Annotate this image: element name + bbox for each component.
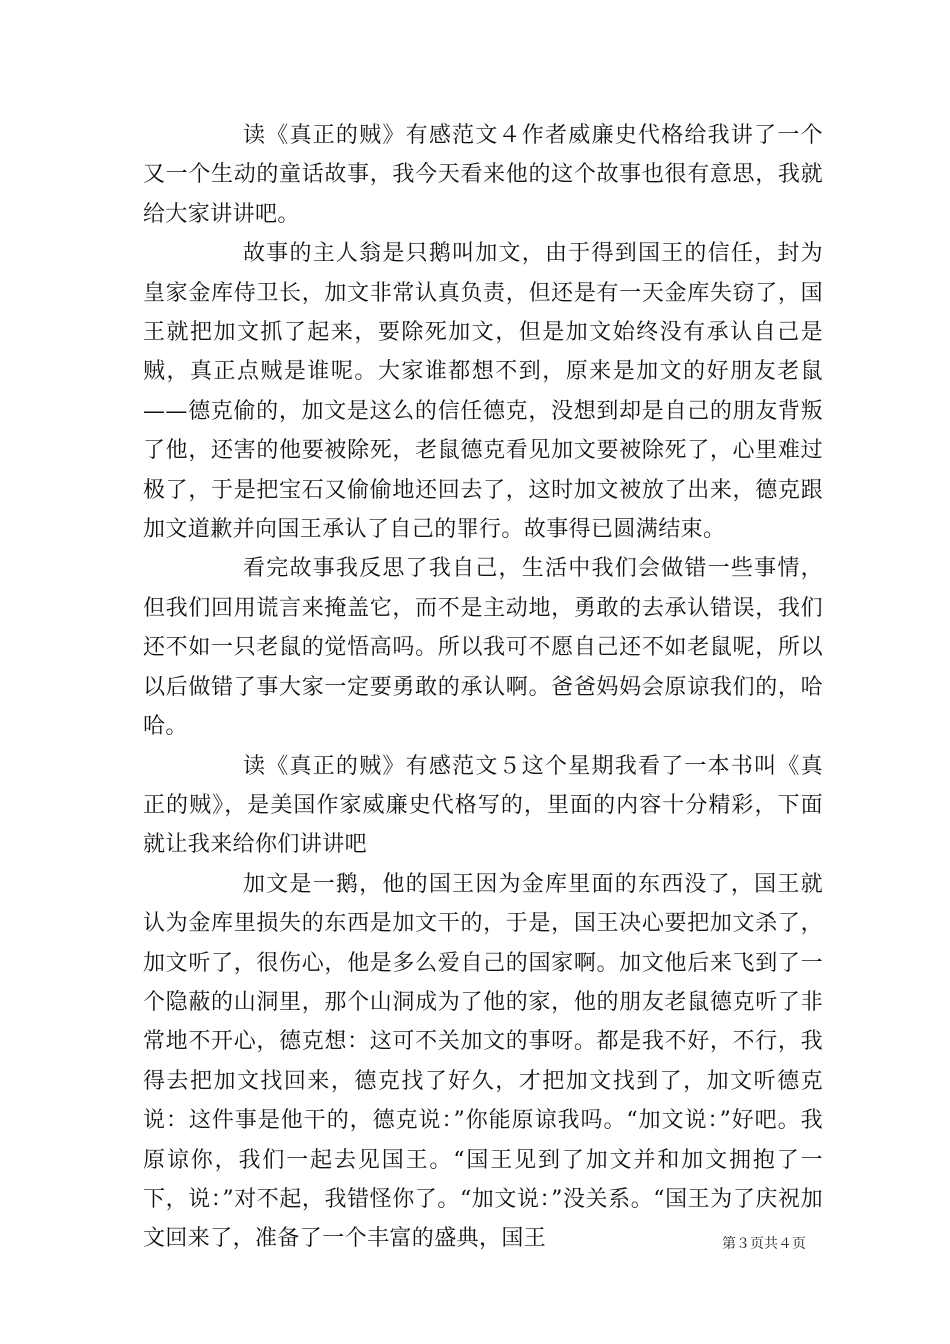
paragraph: 故事的主人翁是只鹅叫加文，由于得到国王的信任，封为皇家金库侍卫长，加文非常认真负责，但还是有一天金库失窃了，国王就把加文抓了起来，要除死加文，但是加文始终没有承认自己是贼，真正点贼是谁呢。大家谁都想不到，原来是加文的好朋友老鼠——德克偷的，加文是这么的信任德克，没想到却是自己的朋友背叛了他，还害的他要被除死，老鼠德克看见加文要被除死了，心里难过极了，于是把宝石又偷偷地还回去了，这时加文被放了出来，德克跟加文道歉并向国王承认了自己的罪行。故事得已圆满结束。 — [143, 241, 823, 543]
paragraph: 看完故事我反思了我自己，生活中我们会做错一些事情，但我们回用谎言来掩盖它，而不是主动地，勇敢的去承认错误，我们还不如一只老鼠的觉悟高吗。所以我可不愿自己还不如老鼠呢，所以以后做错了事大家一定要勇敢的承认啊。爸爸妈妈会原谅我们的，哈哈。 — [143, 556, 823, 740]
paragraph: 加文是一鹅，他的国王因为金库里面的东西没了，国王就认为金库里损失的东西是加文干的，于是，国王决心要把加文杀了，加文听了，很伤心，他是多么爱自己的国家啊。加文他后来飞到了一个隐蔽的山洞里，那个山洞成为了他的家，他的朋友老鼠德克听了非常地不开心，德克想：这可不关加文的事呀。都是我不好，不行，我得去把加文找回来，德克找了好久，才把加文找到了，加文听德克说：这件事是他干的，德克说：”你能原谅我吗。“加文说：”好吧。我原谅你，我们一起去见国王。“国王见到了加文并和加文拥抱了一下，说：”对不起，我错怪你了。“加文说：”没关系。“国王为了庆祝加文回来了，准备了一个丰富的盛典，国王 — [143, 871, 823, 1252]
document-body — [143, 116, 823, 1259]
paragraph: 读《真正的贼》有感范文４作者威廉史代格给我讲了一个又一个生动的童话故事，我今天看来他的这个故事也很有意思，我就给大家讲讲吧。 — [143, 123, 823, 227]
page-footer: 第３页共４页 — [722, 1236, 806, 1252]
paragraph: 读《真正的贼》有感范文５这个星期我看了一本书叫《真正的贼》，是美国作家威廉史代格写的，里面的内容十分精彩，下面就让我来给你们讲讲吧 — [143, 753, 823, 858]
